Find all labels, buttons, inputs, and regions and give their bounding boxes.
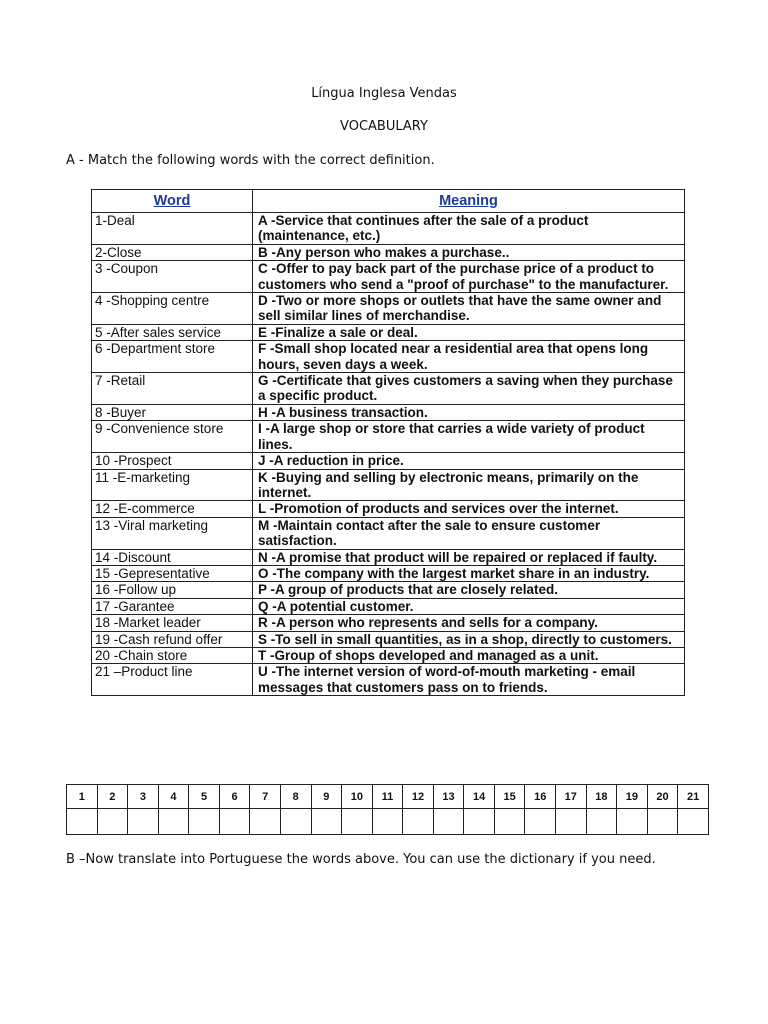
answer-number-cell: 14 — [464, 785, 495, 809]
word-cell: 15 -Gepresentative — [92, 565, 253, 581]
table-row — [92, 582, 685, 598]
table-row — [92, 647, 685, 663]
instruction-b: B –Now translate into Portuguese the words above. You can use the dictionary if you need. — [66, 852, 656, 867]
word-cell: 10 -Prospect — [92, 453, 253, 469]
document-subtitle: VOCABULARY — [340, 119, 428, 134]
answer-number-cell: 18 — [586, 785, 617, 809]
meaning-cell: C -Offer to pay back part of the purchase price of a product to customers who send a "proof of purchase" to the manufacturer. — [253, 261, 685, 293]
word-cell: 9 -Convenience store — [92, 421, 253, 453]
meaning-cell: U -The internet version of word-of-mouth marketing - email messages that customers pass on to friends. — [253, 664, 685, 696]
table-row — [92, 549, 685, 565]
table-row — [92, 664, 685, 696]
meaning-cell: A -Service that continues after the sale of a product (maintenance, etc.) — [253, 213, 685, 245]
table-row — [92, 453, 685, 469]
answer-number-cell: 17 — [556, 785, 587, 809]
document-title: Língua Inglesa Vendas — [311, 86, 457, 101]
meaning-cell: I -A large shop or store that carries a wide variety of product lines. — [253, 421, 685, 453]
word-cell: 12 -E-commerce — [92, 501, 253, 517]
answer-number-cell: 15 — [494, 785, 525, 809]
meaning-cell: D -Two or more shops or outlets that have the same owner and sell similar lines of merchandise. — [253, 293, 685, 325]
answer-number-cell: 20 — [647, 785, 678, 809]
answer-grid-blank-row — [67, 809, 709, 835]
table-row — [92, 421, 685, 453]
answer-blank-cell[interactable] — [403, 809, 434, 835]
vocabulary-table — [91, 189, 685, 696]
answer-number-cell: 19 — [617, 785, 648, 809]
answer-blank-cell[interactable] — [372, 809, 403, 835]
answer-grid-numbers-row — [67, 785, 709, 809]
meaning-cell: G -Certificate that gives customers a saving when they purchase a specific product. — [253, 373, 685, 405]
answer-blank-cell[interactable] — [158, 809, 189, 835]
table-row — [92, 324, 685, 340]
answer-number-cell: 6 — [219, 785, 250, 809]
table-row — [92, 501, 685, 517]
word-cell: 20 -Chain store — [92, 647, 253, 663]
answer-blank-cell[interactable] — [617, 809, 648, 835]
meaning-cell: N -A promise that product will be repaired or replaced if faulty. — [253, 549, 685, 565]
meaning-cell: H -A business transaction. — [253, 404, 685, 420]
table-row — [92, 404, 685, 420]
answer-blank-cell[interactable] — [433, 809, 464, 835]
table-row — [92, 469, 685, 501]
answer-blank-cell[interactable] — [464, 809, 495, 835]
table-row — [92, 631, 685, 647]
table-row — [92, 517, 685, 549]
word-cell: 19 -Cash refund offer — [92, 631, 253, 647]
word-cell: 14 -Discount — [92, 549, 253, 565]
answer-grid — [66, 784, 709, 835]
meaning-cell: L -Promotion of products and services over the internet. — [253, 501, 685, 517]
word-cell: 6 -Department store — [92, 341, 253, 373]
answer-number-cell: 13 — [433, 785, 464, 809]
meaning-cell: O -The company with the largest market share in an industry. — [253, 565, 685, 581]
answer-number-cell: 10 — [342, 785, 373, 809]
answer-number-cell: 9 — [311, 785, 342, 809]
word-cell: 16 -Follow up — [92, 582, 253, 598]
answer-blank-cell[interactable] — [494, 809, 525, 835]
table-row — [92, 341, 685, 373]
table-row — [92, 615, 685, 631]
word-cell: 11 -E-marketing — [92, 469, 253, 501]
word-column-header: Word — [92, 190, 253, 213]
word-cell: 21 –Product line — [92, 664, 253, 696]
meaning-cell: B -Any person who makes a purchase.. — [253, 244, 685, 260]
word-cell: 8 -Buyer — [92, 404, 253, 420]
word-cell: 1-Deal — [92, 213, 253, 245]
answer-blank-cell[interactable] — [556, 809, 587, 835]
table-row — [92, 565, 685, 581]
instruction-a: A - Match the following words with the correct definition. — [66, 153, 435, 168]
vocabulary-header-row — [92, 190, 685, 213]
answer-blank-cell[interactable] — [128, 809, 159, 835]
answer-number-cell: 12 — [403, 785, 434, 809]
answer-number-cell: 2 — [97, 785, 128, 809]
answer-blank-cell[interactable] — [67, 809, 98, 835]
answer-blank-cell[interactable] — [311, 809, 342, 835]
table-row — [92, 261, 685, 293]
answer-blank-cell[interactable] — [586, 809, 617, 835]
answer-number-cell: 1 — [67, 785, 98, 809]
vocabulary-table-body — [92, 213, 685, 696]
answer-blank-cell[interactable] — [219, 809, 250, 835]
table-row — [92, 293, 685, 325]
answer-blank-cell[interactable] — [678, 809, 709, 835]
answer-blank-cell[interactable] — [97, 809, 128, 835]
meaning-cell: S -To sell in small quantities, as in a shop, directly to customers. — [253, 631, 685, 647]
word-cell: 17 -Garantee — [92, 598, 253, 614]
answer-blank-cell[interactable] — [647, 809, 678, 835]
answer-number-cell: 4 — [158, 785, 189, 809]
meaning-cell: R -A person who represents and sells for a company. — [253, 615, 685, 631]
word-cell: 4 -Shopping centre — [92, 293, 253, 325]
answer-number-cell: 8 — [280, 785, 311, 809]
answer-blank-cell[interactable] — [250, 809, 281, 835]
word-cell: 2-Close — [92, 244, 253, 260]
table-row — [92, 213, 685, 245]
word-cell: 7 -Retail — [92, 373, 253, 405]
table-row — [92, 598, 685, 614]
table-row — [92, 244, 685, 260]
word-cell: 13 -Viral marketing — [92, 517, 253, 549]
answer-blank-cell[interactable] — [189, 809, 220, 835]
meaning-cell: P -A group of products that are closely related. — [253, 582, 685, 598]
word-cell: 5 -After sales service — [92, 324, 253, 340]
answer-number-cell: 5 — [189, 785, 220, 809]
meaning-cell: F -Small shop located near a residential area that opens long hours, seven days a week. — [253, 341, 685, 373]
answer-number-cell: 16 — [525, 785, 556, 809]
answer-number-cell: 3 — [128, 785, 159, 809]
answer-number-cell: 11 — [372, 785, 403, 809]
word-cell: 3 -Coupon — [92, 261, 253, 293]
answer-number-cell: 7 — [250, 785, 281, 809]
table-row — [92, 373, 685, 405]
answer-blank-cell[interactable] — [525, 809, 556, 835]
answer-number-cell: 21 — [678, 785, 709, 809]
answer-blank-cell[interactable] — [280, 809, 311, 835]
answer-blank-cell[interactable] — [342, 809, 373, 835]
meaning-cell: E -Finalize a sale or deal. — [253, 324, 685, 340]
meaning-column-header: Meaning — [253, 190, 685, 213]
meaning-cell: M -Maintain contact after the sale to ensure customer satisfaction. — [253, 517, 685, 549]
word-cell: 18 -Market leader — [92, 615, 253, 631]
meaning-cell: T -Group of shops developed and managed as a unit. — [253, 647, 685, 663]
meaning-cell: Q -A potential customer. — [253, 598, 685, 614]
meaning-cell: J -A reduction in price. — [253, 453, 685, 469]
meaning-cell: K -Buying and selling by electronic means, primarily on the internet. — [253, 469, 685, 501]
